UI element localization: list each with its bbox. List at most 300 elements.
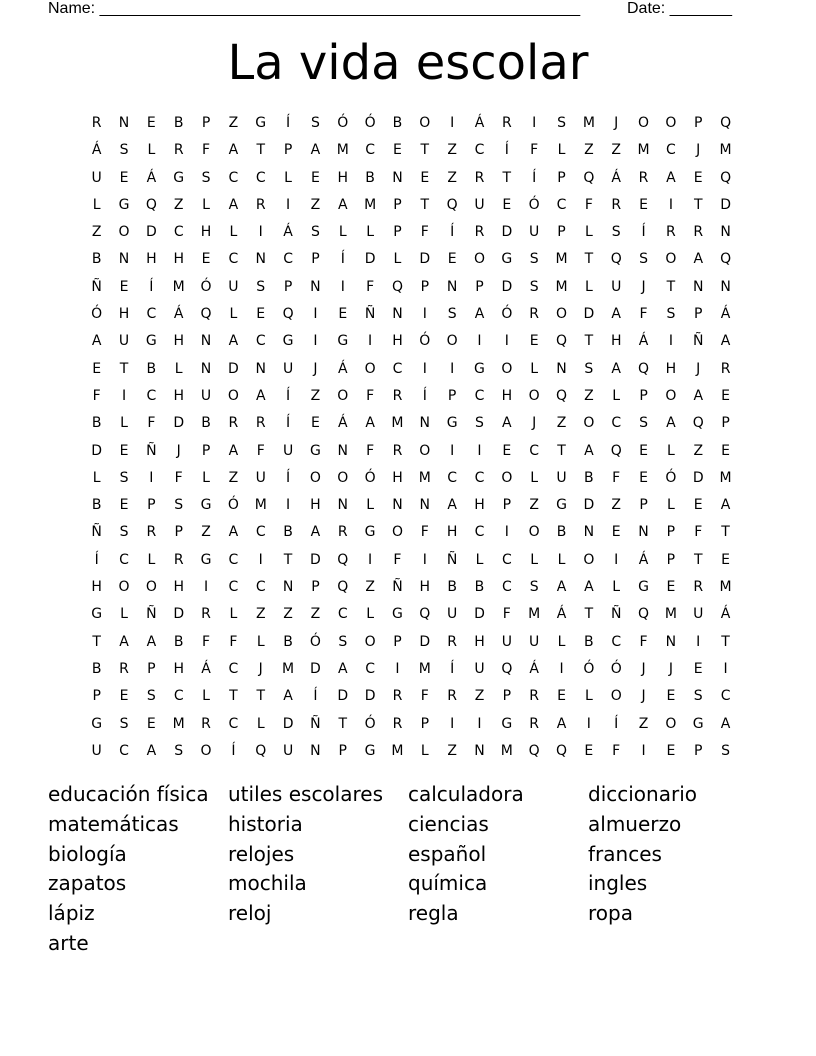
- grid-letter[interactable]: I: [614, 551, 619, 568]
- grid-letter[interactable]: P: [666, 551, 676, 568]
- grid-letter[interactable]: R: [201, 715, 211, 732]
- grid-letter[interactable]: B: [146, 360, 157, 377]
- grid-letter[interactable]: Á: [611, 169, 621, 186]
- grid-letter[interactable]: N: [118, 251, 130, 268]
- grid-letter[interactable]: Z: [228, 469, 239, 486]
- grid-letter[interactable]: P: [201, 115, 211, 131]
- grid-letter[interactable]: F: [530, 142, 539, 159]
- grid-letter[interactable]: S: [639, 415, 648, 432]
- grid-letter[interactable]: Í: [504, 142, 509, 159]
- grid-letter[interactable]: R: [447, 633, 457, 650]
- grid-letter[interactable]: E: [721, 387, 730, 404]
- grid-letter[interactable]: C: [173, 688, 184, 705]
- grid-letter[interactable]: C: [255, 333, 266, 350]
- grid-letter[interactable]: G: [638, 579, 649, 596]
- grid-letter[interactable]: A: [611, 360, 621, 377]
- grid-letter[interactable]: Q: [692, 415, 704, 432]
- grid-letter[interactable]: A: [447, 497, 457, 514]
- grid-letter[interactable]: L: [666, 497, 675, 514]
- grid-letter[interactable]: S: [693, 688, 703, 705]
- grid-letter[interactable]: J: [532, 415, 537, 432]
- grid-letter[interactable]: C: [283, 251, 293, 268]
- grid-letter[interactable]: G: [118, 196, 130, 213]
- grid-letter[interactable]: U: [118, 333, 130, 350]
- grid-letter[interactable]: L: [229, 306, 238, 323]
- grid-letter[interactable]: N: [200, 333, 212, 350]
- grid-letter[interactable]: G: [501, 251, 513, 268]
- grid-letter[interactable]: Q: [556, 387, 568, 404]
- grid-letter[interactable]: R: [501, 115, 512, 131]
- grid-letter[interactable]: A: [584, 442, 594, 459]
- grid-letter[interactable]: O: [337, 387, 349, 404]
- grid-letter[interactable]: I: [258, 224, 263, 241]
- grid-letter[interactable]: U: [474, 196, 485, 213]
- grid-letter[interactable]: Z: [365, 579, 375, 596]
- grid-letter[interactable]: T: [256, 142, 266, 159]
- grid-letter[interactable]: A: [310, 142, 321, 159]
- grid-letter[interactable]: H: [173, 660, 184, 677]
- grid-letter[interactable]: M: [555, 251, 568, 268]
- grid-letter[interactable]: Z: [638, 715, 649, 732]
- grid-letter[interactable]: N: [118, 115, 130, 131]
- grid-letter[interactable]: P: [420, 715, 430, 732]
- grid-letter[interactable]: Q: [501, 660, 513, 677]
- grid-letter[interactable]: Z: [173, 196, 184, 213]
- grid-letter[interactable]: Ó: [610, 660, 622, 677]
- grid-letter[interactable]: Z: [310, 387, 321, 404]
- grid-letter[interactable]: U: [91, 742, 102, 759]
- grid-letter[interactable]: E: [721, 551, 730, 568]
- grid-letter[interactable]: Z: [91, 224, 102, 241]
- grid-letter[interactable]: S: [119, 142, 129, 159]
- grid-letter[interactable]: Á: [638, 551, 649, 568]
- grid-letter[interactable]: I: [559, 660, 564, 677]
- grid-letter[interactable]: B: [584, 469, 594, 486]
- grid-letter[interactable]: B: [283, 524, 293, 541]
- grid-letter[interactable]: C: [392, 360, 403, 377]
- grid-letter[interactable]: E: [693, 497, 703, 514]
- grid-letter[interactable]: G: [145, 333, 157, 350]
- grid-letter[interactable]: O: [528, 524, 540, 541]
- grid-letter[interactable]: U: [91, 169, 102, 186]
- grid-letter[interactable]: N: [419, 497, 431, 514]
- grid-letter[interactable]: T: [420, 196, 430, 213]
- grid-letter[interactable]: O: [145, 579, 157, 596]
- grid-letter[interactable]: C: [119, 551, 129, 568]
- grid-letter[interactable]: A: [228, 442, 239, 459]
- grid-letter[interactable]: S: [146, 688, 156, 705]
- grid-letter[interactable]: E: [639, 469, 648, 486]
- grid-letter[interactable]: D: [337, 688, 349, 705]
- grid-letter[interactable]: R: [693, 579, 704, 596]
- grid-letter[interactable]: I: [586, 715, 591, 732]
- grid-letter[interactable]: C: [146, 387, 157, 404]
- grid-letter[interactable]: A: [720, 333, 731, 350]
- grid-letter[interactable]: Z: [447, 142, 457, 159]
- grid-letter[interactable]: D: [720, 196, 731, 213]
- grid-letter[interactable]: G: [309, 442, 321, 459]
- grid-letter[interactable]: U: [529, 633, 540, 650]
- grid-letter[interactable]: L: [120, 606, 128, 623]
- grid-letter[interactable]: O: [227, 387, 239, 404]
- grid-letter[interactable]: C: [501, 551, 512, 568]
- grid-letter[interactable]: M: [254, 497, 267, 514]
- grid-letter[interactable]: O: [200, 742, 212, 759]
- grid-letter[interactable]: H: [118, 306, 130, 323]
- grid-letter[interactable]: G: [282, 333, 294, 350]
- grid-letter[interactable]: H: [610, 333, 622, 350]
- grid-letter[interactable]: A: [611, 306, 621, 323]
- grid-letter[interactable]: E: [310, 415, 320, 432]
- grid-letter[interactable]: J: [614, 115, 619, 131]
- grid-letter[interactable]: E: [584, 742, 594, 759]
- grid-letter[interactable]: U: [556, 469, 567, 486]
- grid-letter[interactable]: A: [283, 688, 293, 705]
- grid-letter[interactable]: E: [529, 333, 539, 350]
- grid-letter[interactable]: J: [313, 360, 318, 377]
- grid-letter[interactable]: U: [255, 469, 266, 486]
- grid-letter[interactable]: D: [692, 469, 704, 486]
- grid-letter[interactable]: P: [557, 169, 566, 186]
- grid-letter[interactable]: T: [693, 551, 703, 568]
- grid-letter[interactable]: M: [391, 415, 404, 432]
- grid-letter[interactable]: O: [556, 306, 568, 323]
- grid-letter[interactable]: C: [474, 469, 485, 486]
- grid-letter[interactable]: C: [228, 551, 239, 568]
- grid-letter[interactable]: E: [666, 688, 676, 705]
- grid-letter[interactable]: E: [119, 278, 129, 295]
- grid-letter[interactable]: Ñ: [446, 551, 458, 568]
- grid-letter[interactable]: L: [530, 551, 539, 568]
- grid-letter[interactable]: H: [501, 387, 513, 404]
- grid-letter[interactable]: U: [228, 278, 239, 295]
- grid-letter[interactable]: E: [693, 660, 703, 677]
- grid-letter[interactable]: I: [203, 579, 209, 596]
- grid-letter[interactable]: Ó: [200, 278, 212, 295]
- grid-letter[interactable]: Q: [556, 333, 568, 350]
- grid-letter[interactable]: S: [447, 306, 457, 323]
- grid-letter[interactable]: I: [149, 469, 154, 486]
- grid-letter[interactable]: Á: [720, 606, 731, 623]
- grid-letter[interactable]: O: [118, 579, 130, 596]
- grid-letter[interactable]: L: [557, 551, 566, 568]
- grid-letter[interactable]: E: [146, 715, 156, 732]
- grid-letter[interactable]: S: [174, 497, 184, 514]
- grid-letter[interactable]: Z: [310, 606, 321, 623]
- grid-letter[interactable]: E: [119, 169, 129, 186]
- grid-letter[interactable]: L: [557, 633, 566, 650]
- grid-letter[interactable]: Ñ: [310, 715, 321, 732]
- grid-letter[interactable]: C: [255, 579, 266, 596]
- grid-letter[interactable]: Ñ: [146, 442, 157, 459]
- grid-letter[interactable]: E: [92, 360, 102, 377]
- grid-letter[interactable]: P: [393, 196, 402, 213]
- grid-letter[interactable]: B: [173, 633, 184, 650]
- grid-letter[interactable]: R: [201, 606, 211, 623]
- grid-letter[interactable]: O: [665, 251, 677, 268]
- grid-letter[interactable]: P: [420, 278, 430, 295]
- grid-letter[interactable]: U: [529, 224, 540, 241]
- grid-letter[interactable]: Q: [255, 742, 267, 759]
- grid-letter[interactable]: A: [310, 524, 321, 541]
- grid-letter[interactable]: J: [258, 660, 263, 677]
- grid-letter[interactable]: Q: [528, 742, 540, 759]
- grid-letter[interactable]: O: [610, 688, 622, 705]
- grid-letter[interactable]: T: [584, 333, 594, 350]
- grid-letter[interactable]: U: [200, 387, 212, 404]
- grid-letter[interactable]: I: [532, 115, 537, 131]
- grid-letter[interactable]: O: [665, 115, 677, 131]
- grid-letter[interactable]: F: [694, 524, 703, 541]
- grid-letter[interactable]: N: [419, 415, 431, 432]
- grid-letter[interactable]: O: [473, 251, 485, 268]
- grid-letter[interactable]: I: [313, 306, 318, 323]
- grid-letter[interactable]: A: [91, 333, 102, 350]
- grid-letter[interactable]: T: [721, 524, 730, 541]
- grid-letter[interactable]: I: [504, 524, 509, 541]
- grid-letter[interactable]: R: [693, 224, 704, 241]
- grid-letter[interactable]: L: [147, 142, 156, 159]
- grid-letter[interactable]: E: [721, 442, 730, 459]
- grid-letter[interactable]: O: [665, 715, 677, 732]
- grid-letter[interactable]: Q: [610, 251, 622, 268]
- grid-letter[interactable]: L: [530, 469, 539, 486]
- grid-letter[interactable]: Ñ: [692, 333, 704, 350]
- grid-letter[interactable]: C: [556, 196, 567, 213]
- grid-letter[interactable]: Í: [286, 469, 291, 486]
- grid-letter[interactable]: C: [474, 524, 485, 541]
- grid-letter[interactable]: N: [446, 278, 458, 295]
- grid-letter[interactable]: L: [612, 387, 621, 404]
- grid-letter[interactable]: T: [420, 142, 430, 159]
- grid-letter[interactable]: I: [450, 442, 455, 459]
- grid-letter[interactable]: I: [450, 360, 455, 377]
- grid-letter[interactable]: Ó: [528, 196, 540, 213]
- grid-letter[interactable]: E: [502, 196, 512, 213]
- grid-letter[interactable]: A: [228, 333, 239, 350]
- grid-letter[interactable]: E: [666, 742, 676, 759]
- grid-letter[interactable]: J: [696, 142, 701, 159]
- grid-letter[interactable]: Q: [282, 306, 294, 323]
- grid-letter[interactable]: E: [146, 115, 156, 131]
- grid-letter[interactable]: C: [447, 469, 458, 486]
- grid-letter[interactable]: Ñ: [91, 524, 102, 541]
- grid-letter[interactable]: H: [665, 360, 677, 377]
- grid-letter[interactable]: A: [693, 251, 704, 268]
- grid-letter[interactable]: Ñ: [91, 278, 102, 295]
- grid-letter[interactable]: R: [392, 387, 403, 404]
- grid-letter[interactable]: Q: [556, 742, 568, 759]
- grid-letter[interactable]: L: [366, 606, 375, 623]
- grid-letter[interactable]: O: [665, 387, 677, 404]
- grid-letter[interactable]: L: [229, 224, 238, 241]
- grid-letter[interactable]: S: [310, 115, 320, 131]
- grid-letter[interactable]: C: [228, 169, 239, 186]
- grid-letter[interactable]: O: [391, 524, 403, 541]
- grid-letter[interactable]: R: [638, 169, 649, 186]
- grid-letter[interactable]: A: [228, 196, 239, 213]
- grid-letter[interactable]: C: [365, 660, 375, 677]
- grid-letter[interactable]: J: [641, 688, 646, 705]
- grid-letter[interactable]: I: [121, 387, 127, 404]
- grid-letter[interactable]: Á: [529, 660, 539, 677]
- grid-letter[interactable]: L: [530, 360, 539, 377]
- grid-letter[interactable]: R: [337, 524, 348, 541]
- grid-letter[interactable]: H: [474, 633, 485, 650]
- grid-letter[interactable]: M: [418, 660, 431, 677]
- grid-letter[interactable]: T: [119, 360, 129, 377]
- grid-letter[interactable]: E: [310, 169, 320, 186]
- grid-letter[interactable]: P: [447, 387, 457, 404]
- date-field[interactable]: Date: _______: [627, 0, 732, 17]
- grid-letter[interactable]: P: [147, 660, 156, 677]
- grid-letter[interactable]: I: [477, 333, 482, 350]
- grid-letter[interactable]: Ñ: [392, 579, 403, 596]
- grid-letter[interactable]: R: [255, 196, 266, 213]
- grid-letter[interactable]: Z: [310, 196, 321, 213]
- grid-letter[interactable]: D: [145, 224, 157, 241]
- grid-letter[interactable]: D: [583, 497, 595, 514]
- grid-letter[interactable]: Ó: [364, 715, 376, 732]
- grid-letter[interactable]: N: [255, 251, 266, 268]
- grid-letter[interactable]: C: [720, 688, 731, 705]
- grid-letter[interactable]: U: [693, 606, 704, 623]
- grid-letter[interactable]: L: [338, 224, 347, 241]
- grid-letter[interactable]: Z: [228, 115, 239, 131]
- grid-letter[interactable]: I: [641, 742, 646, 759]
- grid-letter[interactable]: R: [392, 442, 403, 459]
- grid-letter[interactable]: U: [474, 660, 485, 677]
- grid-letter[interactable]: Á: [146, 169, 157, 186]
- grid-letter[interactable]: M: [664, 606, 677, 623]
- grid-letter[interactable]: B: [584, 633, 594, 650]
- grid-letter[interactable]: Á: [556, 606, 567, 623]
- grid-letter[interactable]: E: [693, 169, 703, 186]
- grid-letter[interactable]: C: [611, 415, 622, 432]
- grid-letter[interactable]: M: [391, 742, 404, 759]
- grid-letter[interactable]: E: [502, 442, 512, 459]
- grid-letter[interactable]: Z: [611, 142, 621, 159]
- grid-letter[interactable]: F: [256, 442, 265, 459]
- grid-letter[interactable]: A: [146, 742, 157, 759]
- grid-letter[interactable]: I: [368, 333, 373, 350]
- grid-letter[interactable]: Ñ: [146, 606, 157, 623]
- grid-letter[interactable]: S: [529, 278, 539, 295]
- grid-letter[interactable]: L: [229, 606, 238, 623]
- grid-letter[interactable]: B: [392, 115, 403, 131]
- grid-letter[interactable]: Q: [638, 360, 650, 377]
- grid-letter[interactable]: R: [173, 142, 184, 159]
- grid-letter[interactable]: Q: [583, 169, 595, 186]
- grid-letter[interactable]: R: [666, 224, 676, 241]
- grid-letter[interactable]: F: [229, 633, 238, 650]
- grid-letter[interactable]: P: [147, 497, 156, 514]
- grid-letter[interactable]: F: [639, 306, 648, 323]
- grid-letter[interactable]: S: [338, 633, 348, 650]
- grid-letter[interactable]: B: [447, 579, 457, 596]
- grid-letter[interactable]: M: [528, 606, 541, 623]
- grid-letter[interactable]: G: [200, 497, 212, 514]
- grid-letter[interactable]: F: [420, 688, 429, 705]
- grid-letter[interactable]: J: [696, 360, 701, 377]
- grid-letter[interactable]: Á: [201, 660, 211, 677]
- grid-letter[interactable]: Q: [337, 579, 349, 596]
- grid-letter[interactable]: A: [119, 633, 129, 650]
- grid-letter[interactable]: U: [501, 633, 512, 650]
- grid-letter[interactable]: I: [668, 196, 673, 213]
- grid-letter[interactable]: Z: [693, 442, 704, 459]
- grid-letter[interactable]: A: [584, 579, 594, 596]
- grid-letter[interactable]: M: [719, 142, 732, 159]
- grid-letter[interactable]: M: [582, 115, 595, 131]
- grid-letter[interactable]: R: [474, 169, 485, 186]
- grid-letter[interactable]: P: [393, 633, 402, 650]
- grid-letter[interactable]: L: [284, 169, 292, 186]
- grid-letter[interactable]: M: [719, 469, 732, 486]
- grid-letter[interactable]: Í: [340, 251, 345, 268]
- grid-letter[interactable]: S: [119, 715, 129, 732]
- grid-letter[interactable]: B: [474, 579, 485, 596]
- grid-letter[interactable]: N: [665, 633, 677, 650]
- grid-letter[interactable]: P: [338, 742, 347, 759]
- grid-letter[interactable]: P: [502, 688, 512, 705]
- grid-letter[interactable]: F: [393, 551, 402, 568]
- grid-letter[interactable]: R: [529, 688, 540, 705]
- grid-letter[interactable]: E: [119, 497, 129, 514]
- grid-letter[interactable]: Ó: [364, 469, 376, 486]
- grid-letter[interactable]: P: [283, 278, 293, 295]
- grid-letter[interactable]: R: [529, 715, 540, 732]
- grid-letter[interactable]: O: [638, 115, 650, 131]
- grid-letter[interactable]: I: [286, 196, 291, 213]
- grid-letter[interactable]: Á: [720, 306, 731, 323]
- grid-letter[interactable]: G: [364, 742, 376, 759]
- grid-letter[interactable]: D: [501, 278, 513, 295]
- grid-letter[interactable]: E: [393, 142, 402, 159]
- grid-letter[interactable]: B: [283, 633, 293, 650]
- grid-letter[interactable]: T: [283, 551, 293, 568]
- grid-letter[interactable]: E: [201, 251, 211, 268]
- grid-letter[interactable]: Ñ: [610, 606, 622, 623]
- grid-letter[interactable]: E: [639, 196, 648, 213]
- grid-letter[interactable]: R: [392, 688, 403, 705]
- grid-letter[interactable]: N: [720, 278, 731, 295]
- grid-letter[interactable]: U: [282, 442, 294, 459]
- grid-letter[interactable]: F: [612, 469, 621, 486]
- grid-letter[interactable]: Í: [532, 169, 537, 186]
- grid-letter[interactable]: J: [176, 442, 181, 459]
- grid-letter[interactable]: M: [555, 278, 568, 295]
- grid-letter[interactable]: A: [502, 415, 512, 432]
- grid-letter[interactable]: H: [419, 579, 431, 596]
- grid-letter[interactable]: Z: [283, 606, 293, 623]
- grid-letter[interactable]: M: [719, 579, 732, 596]
- grid-letter[interactable]: R: [255, 415, 266, 432]
- grid-letter[interactable]: G: [556, 497, 567, 514]
- grid-letter[interactable]: Í: [286, 415, 291, 432]
- grid-letter[interactable]: I: [450, 115, 455, 131]
- grid-letter[interactable]: B: [91, 660, 102, 677]
- grid-letter[interactable]: L: [584, 224, 593, 241]
- grid-letter[interactable]: C: [666, 142, 676, 159]
- grid-letter[interactable]: Z: [584, 387, 594, 404]
- grid-letter[interactable]: H: [392, 469, 403, 486]
- grid-letter[interactable]: E: [557, 688, 566, 705]
- grid-letter[interactable]: P: [283, 142, 293, 159]
- grid-letter[interactable]: H: [91, 579, 102, 596]
- grid-letter[interactable]: I: [504, 333, 509, 350]
- grid-letter[interactable]: P: [174, 524, 183, 541]
